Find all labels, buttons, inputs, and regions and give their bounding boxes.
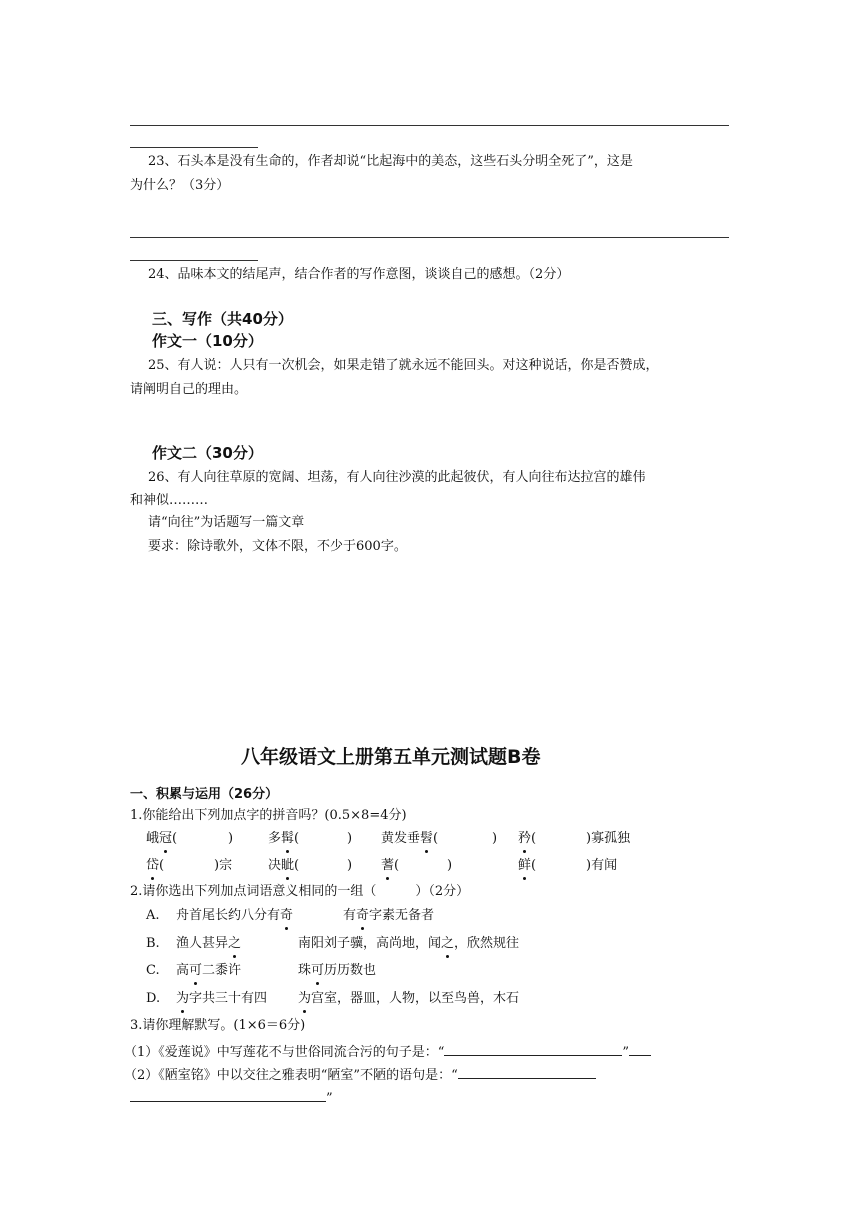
q1-item-close: )寡孤独 bbox=[586, 831, 631, 846]
q24-text: 24、品味本文的结尾声，结合作者的写作意图，谈谈自己的感想。（2分） bbox=[148, 267, 570, 282]
q23-line1: 23、石头本是没有生命的，作者却说“比起海中的美态，这些石头分明全死了”，这是 bbox=[148, 154, 633, 169]
q2-option-a: 渔人甚异之 bbox=[176, 936, 242, 951]
q3-item1: （1）《爱莲说》中写莲花不与世俗同流合污的句子是：“ ” bbox=[124, 1042, 651, 1061]
q1-item-close: ) bbox=[228, 831, 234, 846]
q3-item2: （2）《陋室铭》中以交往之雅表明“陋室”不陋的语句是：“ bbox=[124, 1065, 596, 1084]
answer-blank bbox=[444, 1042, 622, 1056]
q1-item-close: ) bbox=[492, 831, 498, 846]
q2-option-label: B. bbox=[146, 936, 160, 951]
q2-option-b: 为宫室，器皿，人物，以至鸟兽，木石 bbox=[298, 991, 520, 1006]
q1-item: 多髯( bbox=[268, 831, 300, 846]
q2-option-label: C. bbox=[146, 963, 160, 978]
q1-item-close: )有闻 bbox=[586, 858, 618, 873]
q26-line2: 和神似……… bbox=[130, 493, 209, 508]
answer-blank bbox=[130, 1088, 326, 1102]
test-title: 八年级语文上册第五单元测试题B卷 bbox=[241, 746, 541, 768]
q2-option-b: 南阳刘子骥，高尚地，闻之，欣然规往 bbox=[298, 936, 520, 951]
q23-line2: 为什么？（3分） bbox=[130, 178, 230, 193]
writing-heading: 三、写作（共40分） bbox=[152, 310, 293, 328]
q1-stem: 1.你能给出下列加点字的拼音吗？(0.5×8=4分) bbox=[130, 808, 407, 823]
q1-item: 矜( bbox=[518, 831, 537, 846]
q1-item-close: )宗 bbox=[214, 858, 233, 873]
q2-option-b: 有奇字素无备者 bbox=[343, 908, 435, 923]
q2-option-a: 舟首尾长约八分有奇 bbox=[176, 908, 294, 923]
q1-item-close: ) bbox=[347, 858, 353, 873]
q1-item: 黄发垂髫( bbox=[381, 831, 439, 846]
answer-line bbox=[130, 237, 729, 238]
q1-item: 鲜( bbox=[518, 858, 537, 873]
section1-heading: 一、积累与运用（26分） bbox=[130, 787, 279, 802]
answer-blank bbox=[458, 1065, 596, 1079]
q2-option-a: 为字共三十有四 bbox=[176, 991, 268, 1006]
essay1-heading: 作文一（10分） bbox=[152, 332, 263, 350]
answer-line-short bbox=[130, 260, 258, 261]
q2-option-label: A. bbox=[146, 908, 160, 923]
q25-line2: 请阐明自己的理由。 bbox=[130, 382, 248, 397]
q25-line1: 25、有人说：人只有一次机会，如果走错了就永远不能回头。对这种说话，你是否赞成， bbox=[148, 358, 659, 373]
q1-item-close: ) bbox=[347, 831, 353, 846]
q26-line4: 要求：除诗歌外，文体不限，不少于600字。 bbox=[148, 539, 407, 554]
q3-item2-cont: ” bbox=[130, 1088, 333, 1107]
q3-stem: 3.请你理解默写。(1×6＝6分) bbox=[130, 1018, 306, 1033]
q2-option-label: D. bbox=[146, 991, 161, 1006]
answer-line-short bbox=[130, 147, 258, 148]
q2-stem: 2.请你选出下列加点词语意义相同的一组（ ）（2分） bbox=[130, 884, 470, 899]
q1-item: 决眦( bbox=[268, 858, 300, 873]
answer-blank bbox=[629, 1042, 651, 1056]
q2-option-b: 珠可历历数也 bbox=[298, 963, 377, 978]
essay2-heading: 作文二（30分） bbox=[152, 444, 263, 462]
q1-item: 岱( bbox=[146, 858, 165, 873]
q1-item-close: ) bbox=[447, 858, 453, 873]
q2-option-a: 高可二黍许 bbox=[176, 963, 242, 978]
answer-line bbox=[130, 125, 729, 126]
q26-line1: 26、有人向往草原的宽阔、坦荡，有人向往沙漠的此起彼伏，有人向往布达拉宫的雄伟 bbox=[148, 470, 646, 485]
q1-item: 蓍( bbox=[381, 858, 400, 873]
q26-line3: 请“向往”为话题写一篇文章 bbox=[148, 515, 305, 530]
q1-item: 峨冠( bbox=[146, 831, 178, 846]
